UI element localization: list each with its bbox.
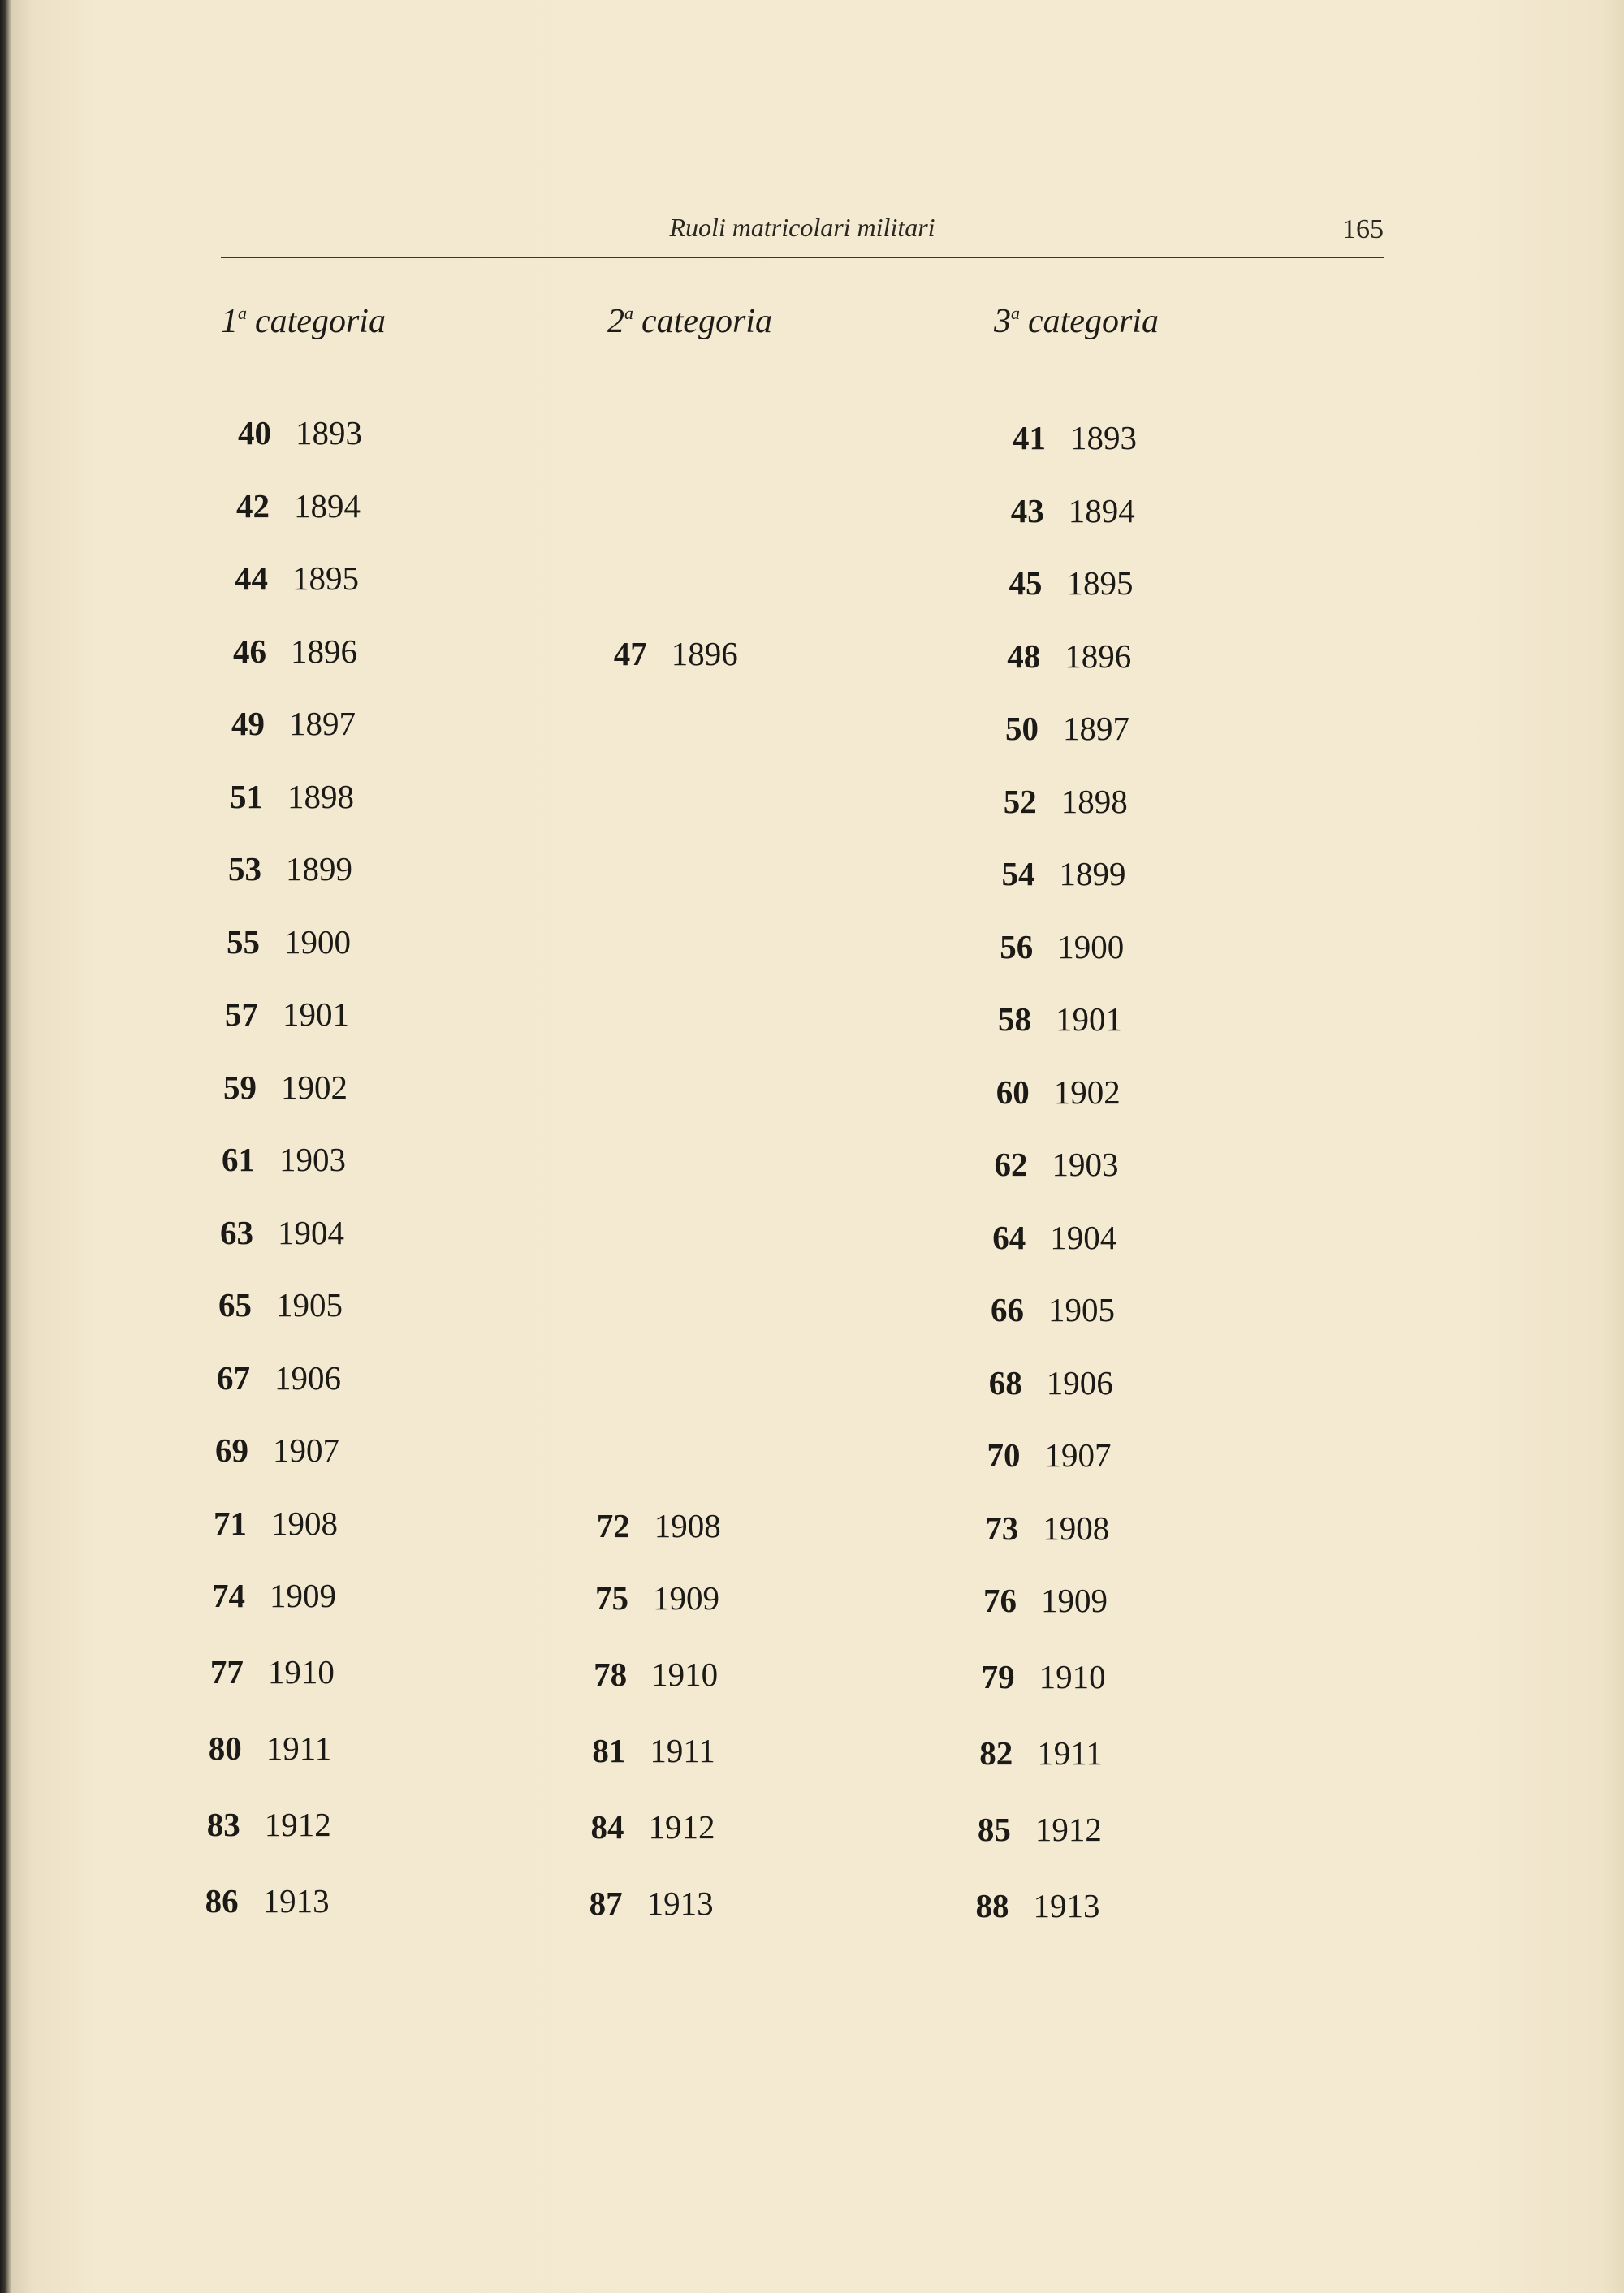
heading-label: categoria: [255, 303, 386, 340]
register-number: 50: [1005, 710, 1039, 747]
register-number: 66: [991, 1291, 1024, 1328]
running-title: Ruoli matricolari militari: [669, 213, 935, 242]
register-number: 88: [975, 1886, 1009, 1924]
register-number: 57: [225, 995, 258, 1033]
register-year: 1907: [273, 1432, 339, 1469]
register-number: 48: [1007, 637, 1041, 675]
heading-ordinal: 2: [607, 303, 624, 340]
register-entry: [971, 1580, 1108, 1621]
register-entry: [195, 1804, 331, 1845]
register-entry: [211, 1067, 348, 1108]
register-number: 54: [1001, 855, 1035, 892]
register-entry: [978, 1289, 1115, 1330]
register-year: 1899: [1059, 855, 1126, 892]
register-year: 1902: [1053, 1073, 1121, 1111]
register-number: 81: [592, 1731, 626, 1769]
heading-label: categoria: [1028, 303, 1159, 340]
register-number: 55: [227, 922, 260, 961]
register-year: 1893: [296, 414, 362, 451]
register-entry: [583, 1578, 719, 1618]
register-number: 51: [230, 777, 263, 815]
register-number: 73: [985, 1509, 1019, 1547]
register-entry: [973, 1508, 1109, 1548]
register-year: 1903: [1052, 1146, 1119, 1183]
register-year: 1908: [271, 1504, 338, 1542]
register-year: 1906: [274, 1358, 341, 1397]
register-number: 49: [231, 705, 265, 742]
register-year: 1909: [1041, 1582, 1108, 1619]
register-number: 43: [1010, 491, 1044, 529]
register-year: 1911: [1037, 1734, 1103, 1772]
register-number: 41: [1013, 419, 1046, 456]
heading-superscript: a: [238, 303, 247, 323]
register-entry: [219, 703, 356, 744]
register-year: 1897: [1063, 710, 1129, 747]
heading-label: categoria: [641, 303, 772, 340]
register-year: 1894: [1068, 491, 1135, 529]
register-number: 65: [218, 1286, 252, 1324]
register-entry: [987, 926, 1124, 967]
register-number: 69: [215, 1432, 248, 1469]
register-year: 1905: [1048, 1291, 1115, 1328]
register-year: 1911: [266, 1729, 332, 1767]
register-number: 47: [613, 634, 647, 672]
register-entry: [224, 486, 361, 526]
register-year: 1895: [292, 559, 359, 597]
register-year: 1898: [287, 777, 354, 815]
register-number: 68: [988, 1363, 1022, 1401]
register-entry: [193, 1881, 330, 1921]
page-number: 165: [1342, 214, 1384, 244]
register-year: 1906: [1046, 1363, 1113, 1401]
register-year: 1901: [1056, 1000, 1122, 1038]
register-number: 72: [596, 1506, 630, 1544]
heading-ordinal: 1: [221, 303, 238, 340]
register-number: 52: [1003, 782, 1037, 820]
register-number: 59: [223, 1068, 257, 1106]
register-number: 67: [217, 1358, 250, 1397]
register-number: 83: [206, 1805, 240, 1843]
register-year: 1899: [286, 850, 352, 887]
register-number: 64: [992, 1218, 1026, 1256]
register-number: 86: [205, 1881, 239, 1919]
register-entry: [226, 412, 362, 453]
register-year: 1907: [1044, 1436, 1112, 1474]
register-entry: [983, 1144, 1119, 1185]
register-number: 82: [979, 1734, 1013, 1772]
register-number: 44: [235, 559, 268, 597]
register-entry: [980, 1217, 1116, 1258]
register-year: 1897: [289, 705, 356, 742]
register-entry: [218, 776, 354, 817]
register-number: 75: [595, 1579, 628, 1617]
register-year: 1912: [648, 1807, 715, 1846]
register-entry: [197, 1728, 331, 1768]
register-number: 62: [994, 1146, 1028, 1183]
register-year: 1910: [267, 1652, 335, 1691]
register-entry: [991, 781, 1128, 822]
register-number: 77: [209, 1652, 244, 1691]
register-entry: [577, 1883, 714, 1924]
register-entry: [995, 636, 1131, 676]
register-entry: [213, 994, 349, 1034]
register-number: 79: [981, 1657, 1015, 1695]
register-entry: [578, 1807, 715, 1847]
register-entry: [967, 1733, 1102, 1773]
register-year: 1912: [1034, 1810, 1102, 1848]
heading-ordinal: 3: [994, 303, 1011, 340]
register-year: 1903: [279, 1141, 346, 1178]
register-number: 58: [998, 1000, 1031, 1038]
register-number: 40: [238, 414, 271, 451]
register-entry: [977, 1362, 1113, 1403]
register-year: 1896: [671, 634, 738, 672]
register-number: 46: [233, 632, 266, 670]
register-year: 1894: [294, 486, 361, 525]
register-number: 45: [1009, 564, 1043, 602]
register-entry: [997, 563, 1134, 603]
register-number: 56: [1000, 927, 1034, 965]
register-year: 1913: [262, 1881, 330, 1919]
register-entry: [990, 853, 1126, 894]
column-heading-2: [607, 302, 772, 341]
register-year: 1911: [650, 1731, 715, 1769]
register-year: 1904: [1050, 1218, 1117, 1256]
register-year: 1898: [1060, 782, 1128, 820]
register-number: 60: [996, 1073, 1030, 1111]
heading-superscript: a: [624, 303, 633, 323]
register-entry: [206, 1285, 343, 1325]
register-entry: [580, 1730, 715, 1771]
register-year: 1900: [1057, 927, 1125, 965]
register-entry: [216, 849, 352, 889]
heading-superscript: a: [1011, 303, 1020, 323]
register-year: 1913: [1033, 1886, 1100, 1924]
register-entry: [221, 631, 357, 671]
register-year: 1895: [1066, 564, 1134, 602]
register-entry: [984, 1072, 1121, 1112]
register-number: 80: [208, 1729, 242, 1767]
register-year: 1902: [281, 1068, 348, 1106]
column-heading-3: [994, 302, 1159, 341]
register-entry: [585, 1505, 721, 1546]
register-entry: [1000, 417, 1137, 458]
register-year: 1908: [1043, 1509, 1110, 1547]
register-number: 84: [590, 1807, 624, 1846]
register-entry: [214, 922, 351, 962]
register-year: 1893: [1070, 419, 1137, 456]
register-entry: [964, 1885, 1100, 1926]
register-number: 76: [983, 1582, 1017, 1619]
column-heading-1: [221, 302, 386, 341]
register-number: 85: [977, 1810, 1011, 1848]
register-number: 70: [987, 1436, 1021, 1474]
register-year: 1912: [264, 1805, 331, 1843]
register-year: 1908: [654, 1506, 721, 1544]
running-head: [221, 213, 1384, 258]
register-number: 78: [594, 1655, 628, 1693]
register-entry: [970, 1656, 1106, 1697]
register-entry: [602, 633, 738, 674]
register-year: 1905: [276, 1286, 343, 1324]
register-number: 71: [214, 1504, 247, 1542]
register-year: 1901: [283, 995, 349, 1033]
register-year: 1896: [291, 632, 357, 670]
register-number: 63: [220, 1213, 253, 1251]
register-entry: [200, 1575, 336, 1616]
register-year: 1896: [1065, 637, 1132, 675]
register-entry: [198, 1652, 335, 1692]
register-year: 1910: [651, 1655, 719, 1693]
register-entry: [993, 708, 1129, 749]
register-number: 61: [222, 1141, 255, 1178]
register-year: 1900: [284, 922, 351, 961]
register-year: 1910: [1039, 1657, 1106, 1695]
register-year: 1913: [646, 1884, 714, 1922]
register-entry: [581, 1654, 718, 1695]
register-number: 74: [212, 1577, 245, 1614]
register-entry: [203, 1430, 339, 1470]
register-year: 1904: [278, 1213, 344, 1251]
register-entry: [205, 1358, 341, 1398]
register-number: 53: [228, 850, 261, 887]
register-entry: [208, 1212, 344, 1253]
register-entry: [999, 490, 1135, 531]
register-number: 42: [236, 486, 270, 525]
register-entry: [965, 1809, 1102, 1850]
register-entry: [201, 1503, 338, 1544]
register-entry: [222, 558, 359, 598]
register-year: 1909: [653, 1579, 719, 1617]
register-entry: [209, 1139, 346, 1180]
register-year: 1909: [270, 1577, 336, 1614]
register-number: 87: [589, 1884, 623, 1922]
register-entry: [975, 1435, 1112, 1475]
register-entry: [986, 999, 1122, 1039]
